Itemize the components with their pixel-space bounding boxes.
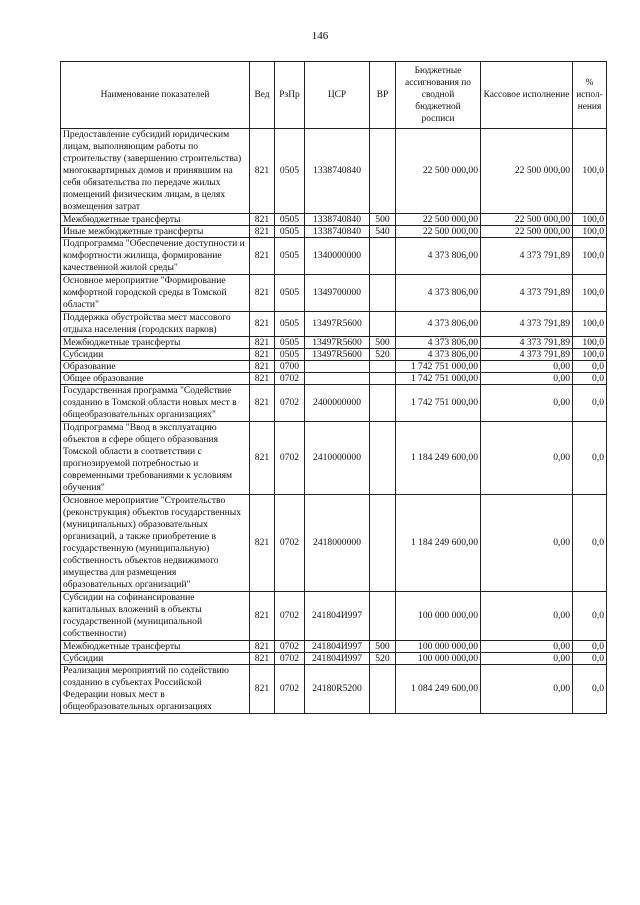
table-row [61,361,607,373]
page-number: 146 [311,30,329,42]
table-row [61,129,607,214]
cell-ved: 821 [250,312,275,337]
cell-cash-execution: 0,00 [481,495,573,592]
cell-cash-execution: 22 500 000,00 [481,214,573,226]
cell-percent: 0,0 [573,422,607,495]
cell-vr [370,312,396,337]
cell-vr: 500 [370,214,396,226]
cell-percent: 100,0 [573,349,607,361]
table-row [61,592,607,641]
budget-execution-table [60,61,607,714]
cell-assignments: 1 742 751 000,00 [396,361,481,373]
cell-ved: 821 [250,641,275,653]
cell-rzpr: 0505 [275,349,305,361]
cell-assignments: 100 000 000,00 [396,592,481,641]
cell-assignments: 1 742 751 000,00 [396,385,481,422]
cell-name: Межбюджетные трансферты [61,214,250,226]
cell-percent: 100,0 [573,129,607,214]
cell-name: Подпрограмма "Ввод в эксплуатацию объектов в сфере общего образования Томской области в соответствии с прогнозируемой потребностью и современными требованиями к условиям обучения" [61,422,250,495]
table-header-row [61,62,607,129]
cell-ved: 821 [250,129,275,214]
cell-percent: 0,0 [573,592,607,641]
table-row [61,337,607,349]
cell-vr: 500 [370,337,396,349]
cell-ved: 821 [250,214,275,226]
cell-name: Государственная программа "Содействие созданию в Томской области новых мест в общеобразовательных организациях" [61,385,250,422]
cell-name: Основное мероприятие "Формирование комфортной городской среды в Томской области" [61,275,250,312]
cell-rzpr: 0702 [275,641,305,653]
cell-assignments: 22 500 000,00 [396,214,481,226]
table-row [61,226,607,238]
cell-ved: 821 [250,349,275,361]
cell-vr [370,665,396,714]
cell-name: Общее образование [61,373,250,385]
cell-assignments: 4 373 806,00 [396,337,481,349]
cell-cash-execution: 0,00 [481,361,573,373]
cell-rzpr: 0505 [275,238,305,275]
cell-vr [370,129,396,214]
table-row [61,641,607,653]
cell-cash-execution: 22 500 000,00 [481,129,573,214]
cell-assignments: 1 084 249 600,00 [396,665,481,714]
cell-assignments: 4 373 806,00 [396,275,481,312]
header-vr: ВР [370,62,396,129]
cell-ved: 821 [250,238,275,275]
cell-csr: 1349700000 [305,275,370,312]
cell-ved: 821 [250,226,275,238]
header-ved: Вед [250,62,275,129]
cell-csr: 241804И997 [305,653,370,665]
cell-vr [370,275,396,312]
header-percent: % испол-нения [573,62,607,129]
cell-rzpr: 0505 [275,312,305,337]
cell-name: Поддержка обустройства мест массового отдыха населения (городских парков) [61,312,250,337]
cell-vr: 520 [370,653,396,665]
cell-csr: 2410000000 [305,422,370,495]
cell-percent: 0,0 [573,495,607,592]
cell-cash-execution: 4 373 791,89 [481,337,573,349]
cell-csr: 13497R5600 [305,337,370,349]
cell-name: Межбюджетные трансферты [61,337,250,349]
cell-assignments: 100 000 000,00 [396,653,481,665]
cell-cash-execution: 0,00 [481,641,573,653]
cell-rzpr: 0700 [275,361,305,373]
cell-cash-execution: 0,00 [481,653,573,665]
cell-name: Субсидии [61,653,250,665]
cell-ved: 821 [250,422,275,495]
cell-ved: 821 [250,337,275,349]
cell-ved: 821 [250,275,275,312]
cell-csr: 2400000000 [305,385,370,422]
cell-csr: 241804И997 [305,592,370,641]
cell-vr: 500 [370,641,396,653]
cell-csr: 1338740840 [305,226,370,238]
cell-assignments: 1 184 249 600,00 [396,495,481,592]
cell-ved: 821 [250,592,275,641]
cell-name: Субсидии [61,349,250,361]
cell-rzpr: 0505 [275,129,305,214]
cell-ved: 821 [250,373,275,385]
cell-vr: 540 [370,226,396,238]
cell-percent: 100,0 [573,275,607,312]
cell-rzpr: 0702 [275,665,305,714]
cell-vr [370,495,396,592]
table-row [61,349,607,361]
cell-assignments: 1 184 249 600,00 [396,422,481,495]
cell-csr: 1340000000 [305,238,370,275]
cell-rzpr: 0702 [275,495,305,592]
cell-percent: 0,0 [573,641,607,653]
header-assignments: Бюджетные ассигнования по сводной бюджетной росписи [396,62,481,129]
header-csr: ЦСР [305,62,370,129]
cell-name: Образование [61,361,250,373]
header-rzpr: РзПр [275,62,305,129]
cell-csr [305,361,370,373]
cell-assignments: 100 000 000,00 [396,641,481,653]
cell-percent: 0,0 [573,665,607,714]
cell-name: Основное мероприятие "Строительство (реконструкция) объектов государственных (муниципальных) образовательных организаций, а также приобретение в государственную (муниципальную) собственность объектов недвижимого имущества для размещения образовательных организаций" [61,495,250,592]
cell-cash-execution: 4 373 791,89 [481,312,573,337]
table-row [61,653,607,665]
cell-rzpr: 0702 [275,592,305,641]
cell-vr [370,592,396,641]
cell-name: Иные межбюджетные трансферты [61,226,250,238]
cell-percent: 100,0 [573,214,607,226]
table-row [61,422,607,495]
cell-name: Подпрограмма "Обеспечение доступности и комфортности жилища, формирование качественной жилой среды" [61,238,250,275]
cell-csr: 1338740840 [305,129,370,214]
header-cash-execution: Кассовое исполнение [481,62,573,129]
cell-cash-execution: 4 373 791,89 [481,275,573,312]
table-row [61,238,607,275]
cell-rzpr: 0702 [275,385,305,422]
cell-name: Межбюджетные трансферты [61,641,250,653]
cell-vr [370,385,396,422]
cell-percent: 0,0 [573,653,607,665]
cell-csr: 1338740840 [305,214,370,226]
cell-vr [370,422,396,495]
cell-cash-execution: 4 373 791,89 [481,349,573,361]
cell-rzpr: 0702 [275,422,305,495]
cell-csr: 13497R5600 [305,349,370,361]
header-name: Наименование показателей [61,62,250,129]
cell-ved: 821 [250,495,275,592]
table-row [61,214,607,226]
cell-cash-execution: 4 373 791,89 [481,238,573,275]
cell-percent: 100,0 [573,312,607,337]
cell-rzpr: 0505 [275,275,305,312]
table-row [61,275,607,312]
cell-assignments: 22 500 000,00 [396,129,481,214]
cell-cash-execution: 0,00 [481,592,573,641]
table-row [61,385,607,422]
cell-assignments: 4 373 806,00 [396,312,481,337]
cell-rzpr: 0505 [275,337,305,349]
cell-vr [370,238,396,275]
cell-vr [370,373,396,385]
cell-cash-execution: 0,00 [481,373,573,385]
table-row [61,373,607,385]
cell-name: Субсидии на софинансирование капитальных вложений в объекты государственной (муниципальной собственности) [61,592,250,641]
cell-cash-execution: 22 500 000,00 [481,226,573,238]
cell-ved: 821 [250,385,275,422]
cell-percent: 0,0 [573,361,607,373]
cell-assignments: 22 500 000,00 [396,226,481,238]
cell-rzpr: 0505 [275,214,305,226]
cell-cash-execution: 0,00 [481,385,573,422]
cell-rzpr: 0702 [275,653,305,665]
cell-percent: 100,0 [573,238,607,275]
table-row [61,312,607,337]
table-row [61,495,607,592]
cell-cash-execution: 0,00 [481,665,573,714]
cell-rzpr: 0702 [275,373,305,385]
table-row [61,665,607,714]
cell-cash-execution: 0,00 [481,422,573,495]
cell-csr: 13497R5600 [305,312,370,337]
cell-percent: 0,0 [573,385,607,422]
cell-vr [370,361,396,373]
cell-csr: 241804И997 [305,641,370,653]
cell-assignments: 4 373 806,00 [396,238,481,275]
cell-percent: 100,0 [573,337,607,349]
cell-assignments: 4 373 806,00 [396,349,481,361]
cell-percent: 0,0 [573,373,607,385]
cell-name: Реализация мероприятий по содействию созданию в субъектах Российской Федерации новых мест в общеобразовательных организациях [61,665,250,714]
cell-percent: 100,0 [573,226,607,238]
cell-vr: 520 [370,349,396,361]
cell-rzpr: 0505 [275,226,305,238]
cell-ved: 821 [250,665,275,714]
cell-csr [305,373,370,385]
cell-ved: 821 [250,653,275,665]
cell-name: Предоставление субсидий юридическим лицам, выполняющим работы по строительству (завершению строительства) многоквартирных домов и принявшим на себя обязательства по передаче жилых помещений физическим лицам, в целях возмещения затрат [61,129,250,214]
cell-csr: 2418000000 [305,495,370,592]
cell-csr: 24180R5200 [305,665,370,714]
cell-ved: 821 [250,361,275,373]
cell-assignments: 1 742 751 000,00 [396,373,481,385]
